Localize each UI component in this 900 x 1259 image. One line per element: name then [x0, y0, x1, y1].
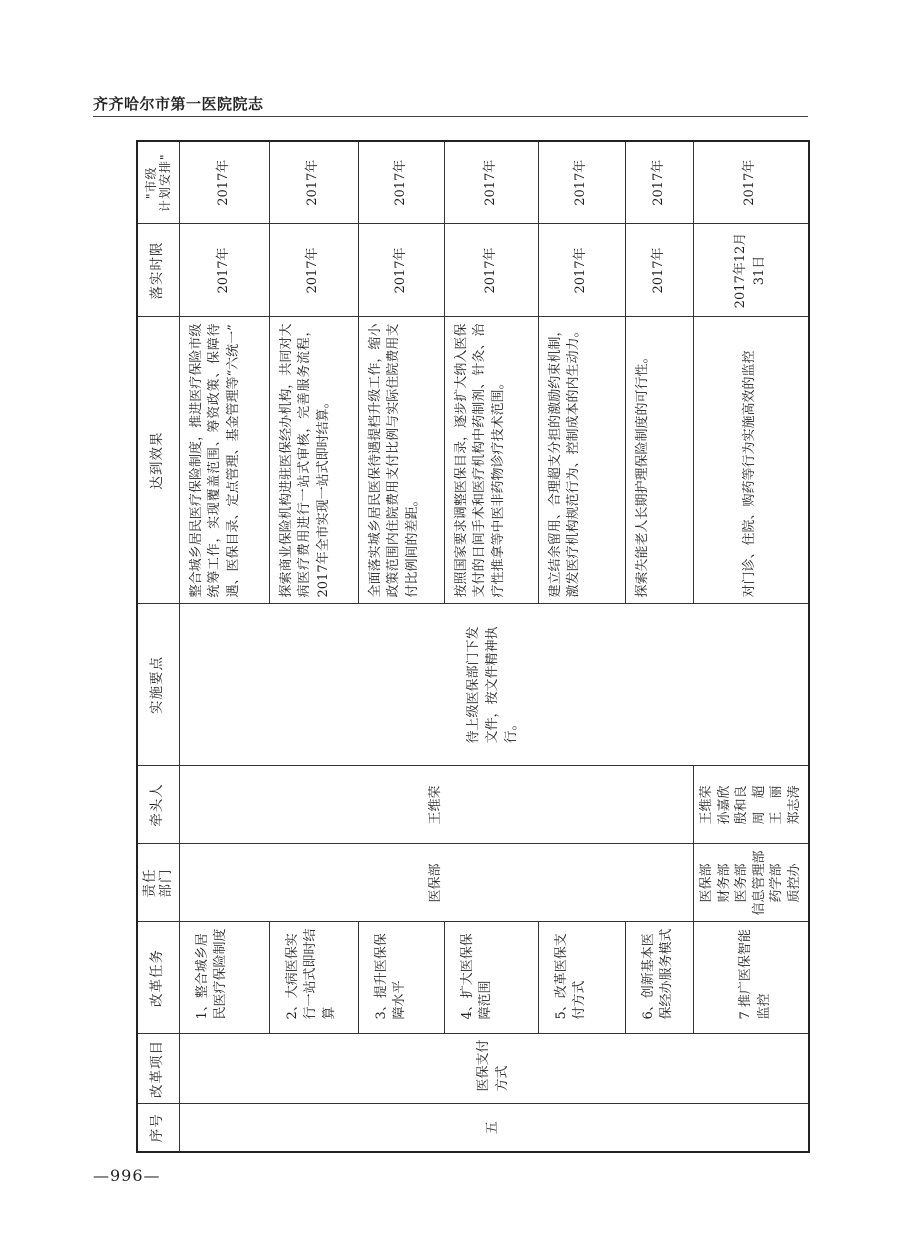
- deadline-cell: 2017年: [444, 224, 538, 317]
- effect-cell: 探索商业保险机构进驻医保经办机构，共同对大病医疗费用进行一站式审核，完善服务流程，2017年全市实现一站式即时结算。: [269, 317, 358, 604]
- header-dept: 责任 部门: [137, 844, 179, 922]
- header-measure: 实施要点: [137, 604, 179, 766]
- effect-cell: 建立结余留用、合理超支分担的激励约束机制，激发医疗机构规范行为、控制成本的内生动力。: [538, 317, 625, 604]
- deadline-cell: 2017年: [625, 224, 693, 317]
- running-head: 齐齐哈尔市第一医院院志: [93, 95, 264, 113]
- task-cell: 5、改革医保支付方式: [538, 922, 625, 1034]
- task-cell: 6、创新基本医保经办服务模式: [625, 922, 693, 1034]
- header-project: 改革项目: [137, 1034, 179, 1104]
- plan-cell: 2017年: [625, 141, 693, 224]
- plan-cell: 2017年: [444, 141, 538, 224]
- effect-cell: 对门诊、住院、购药等行为实施高效的监控: [693, 317, 809, 604]
- effect-cell: 全面落实城乡居民医保待遇提档升级工作，缩小政策范围内住院费用支付比例与实际住院费用支付比例间的差距。: [358, 317, 444, 604]
- header-effect: 达到效果: [137, 317, 179, 604]
- seq-cell: 五: [179, 1104, 809, 1152]
- plan-cell: 2017年: [538, 141, 625, 224]
- effect-cell: 按照国家要求调整医保目录，逐步扩大纳入医保支付的日间手术和医疗机构中药制剂、针灸、治疗性推拿等中医非药物诊疗技术范围。: [444, 317, 538, 604]
- task-cell: 2、大病医保实行一站式即时结算: [269, 922, 358, 1034]
- rotated-table: [136, 142, 808, 1153]
- task-cell: 1、整合城乡居民医疗保险制度: [179, 922, 269, 1034]
- page-number: —996—: [93, 1166, 161, 1185]
- deadline-cell: 2017年: [179, 224, 269, 317]
- plan-cell: 2017年: [179, 141, 269, 224]
- plan-cell: 2017年: [269, 141, 358, 224]
- header-row: [137, 141, 179, 1152]
- deadline-cell: 2017年12月31日: [693, 224, 809, 317]
- header-rule: [93, 116, 808, 117]
- reform-table: [136, 140, 810, 1153]
- dept-cell: 医保部 财务部 医务部 信息管理部 药学部 质控办: [693, 844, 809, 922]
- table-row: [179, 141, 269, 1152]
- effect-cell: 探索失能老人长期护理保险制度的可行性。: [625, 317, 693, 604]
- plan-cell: 2017年: [693, 141, 809, 224]
- lead-cell: 王维荣 孙嘉欣 殷和良 周 超 王 丽 郑志涛: [693, 766, 809, 844]
- measure-cell: 待上级医保部门下发文件，按文件精神执行。: [179, 604, 809, 766]
- header-deadline: 落实时限: [137, 224, 179, 317]
- task-cell: 7 推广医保智能监控: [693, 922, 809, 1034]
- deadline-cell: 2017年: [358, 224, 444, 317]
- header-plan: "市级 计划安排": [137, 141, 179, 224]
- effect-cell: 整合城乡居民医疗保险制度，推进医疗保险市级统筹工作，实现覆盖范围、筹资政策、保障待遇、医保目录、定点管理、基金管理等“六统一”: [179, 317, 269, 604]
- lead-cell: 王维荣: [179, 766, 693, 844]
- plan-cell: 2017年: [358, 141, 444, 224]
- dept-cell: 医保部: [179, 844, 693, 922]
- deadline-cell: 2017年: [269, 224, 358, 317]
- header-seq: 序号: [137, 1104, 179, 1152]
- header-lead: 牵头人: [137, 766, 179, 844]
- deadline-cell: 2017年: [538, 224, 625, 317]
- rotated-table-container: [136, 142, 808, 1153]
- task-cell: 3、提升医保保障水平: [358, 922, 444, 1034]
- header-task: 改革任务: [137, 922, 179, 1034]
- project-cell: 医保支付方式: [179, 1034, 809, 1104]
- task-cell: 4、扩大医保保障范围: [444, 922, 538, 1034]
